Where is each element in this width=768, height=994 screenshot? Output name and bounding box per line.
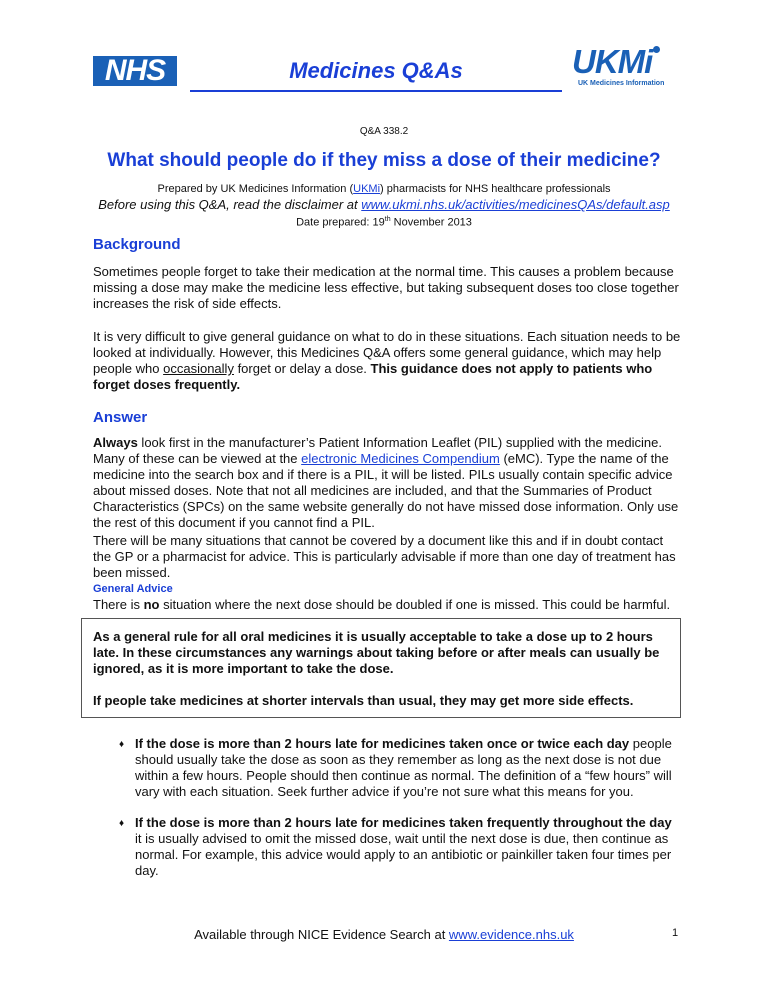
footer: Available through NICE Evidence Search at www.evidence.nhs.uk: [194, 927, 574, 942]
ukmi-logo: [568, 44, 668, 92]
header-title: Medicines Q&As: [289, 58, 463, 83]
nhs-logo: NHS: [93, 56, 177, 86]
evidence-link[interactable]: www.evidence.nhs.uk: [448, 927, 574, 942]
prepared-by: Prepared by UK Medicines Information (UKMi) pharmacists for NHS healthcare professionals: [157, 183, 611, 195]
side-effects-warning: If people take medicines at shorter intervals than usual, they may get more side effects.: [93, 693, 634, 708]
ukmi-logo-text: UKMi: [572, 43, 653, 80]
disclaimer: Before using this Q&A, read the disclaimer at www.ukmi.nhs.uk/activities/medicinesQAs/default.asp: [98, 197, 670, 212]
general-rule-text: As a general rule for all oral medicines it is usually acceptable to take a dose up to 2 hours late. In these circumstances any warnings about taking before or after meals can usually be ignored, as it is more important to take the dose.: [93, 629, 660, 676]
bullet-icon: ♦: [119, 739, 125, 750]
emc-link[interactable]: electronic Medicines Compendium: [301, 451, 500, 466]
general-advice-text: There is no situation where the next dose should be doubled if one is missed. This could be harmful.: [93, 597, 671, 612]
ukmi-logo-subtitle: UK Medicines Information: [578, 80, 665, 87]
bullet-item-once-twice-daily: If the dose is more than 2 hours late for medicines taken once or twice each day people should usually take the dose as soon as they remember as long as the next dose is not due within a few hours. People should then continue as normal. The definition of a “few hours” will vary with each situation. Seek further advice if you’re not sure what this means for you.: [135, 736, 672, 799]
answer-paragraph-1: Always look first in the manufacturer’s Patient Information Leaflet (PIL) supplied with the medicine. Many of these can be viewed at the electronic Medicines Compendium (eMC). Type the name of the medicine into the search box and if there is a PIL, it will be listed. PILs usually contain specific advice about missed doses. Note that not all medicines are included, and that the Summaries of Product Characteristics (SPCs) on the same website generally do not have missed dose information. Only use the rest of this document if you cannot find a PIL.: [93, 435, 679, 530]
answer-heading: Answer: [93, 409, 148, 426]
ukmi-logo-dot: [653, 46, 660, 53]
header-divider: [190, 90, 562, 92]
general-rule-box: [81, 618, 681, 718]
ukmi-link[interactable]: UKMi: [353, 183, 381, 195]
date-prepared: Date prepared: 19th November 2013: [296, 216, 472, 229]
bullet-icon: ♦: [119, 818, 125, 829]
disclaimer-link[interactable]: www.ukmi.nhs.uk/activities/medicinesQAs/default.asp: [361, 197, 670, 212]
qa-number: Q&A 338.2: [359, 126, 409, 137]
page-title: What should people do if they miss a dose of their medicine?: [107, 150, 661, 171]
background-heading: Background: [93, 236, 181, 253]
bullet-item-frequent-doses: If the dose is more than 2 hours late for medicines taken frequently throughout the day it is usually advised to omit the missed dose, wait until the next dose is due, then continue as normal. For example, this advice would apply to an antibiotic or painkiller taken four times per day.: [135, 815, 672, 878]
answer-paragraph-2: There will be many situations that cannot be covered by a document like this and if in doubt contact the GP or a pharmacist for advice. This is particularly advisable if more than one day of treatment has been missed.: [93, 533, 676, 580]
background-paragraph-1: Sometimes people forget to take their medication at the normal time. This causes a problem because missing a dose may make the medicine less effective, but taking subsequent doses too close together increases the risk of side effects.: [93, 264, 679, 311]
general-advice-heading: General Advice: [93, 583, 173, 595]
page-number: 1: [672, 927, 679, 939]
background-paragraph-2: It is very difficult to give general guidance on what to do in these situations. Each situation needs to be looked at individually. However, this Medicines Q&A offers some general guidance, which may help people who occasionally forget or delay a dose. This guidance does not apply to patients who forget doses frequently.: [93, 329, 681, 392]
